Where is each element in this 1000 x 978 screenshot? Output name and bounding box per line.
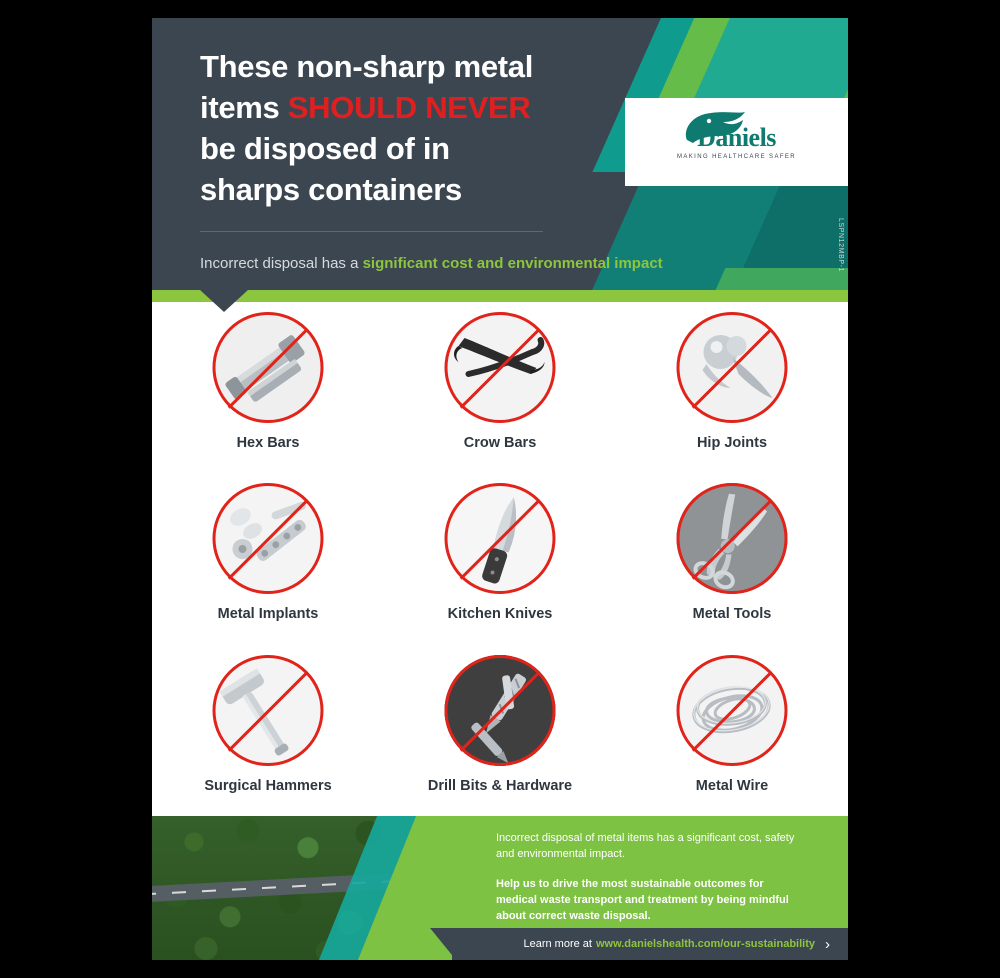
item-label: Surgical Hammers bbox=[204, 777, 332, 794]
item-cell bbox=[384, 645, 616, 816]
title-line-2-emphasis: SHOULD NEVER bbox=[287, 90, 531, 125]
prohibited-items-grid bbox=[152, 302, 848, 816]
item-cell bbox=[152, 473, 384, 644]
subtitle-emphasis: significant cost and environmental impact bbox=[362, 255, 663, 272]
subtitle-plain: Incorrect disposal has a bbox=[200, 255, 363, 272]
item-label: Hip Joints bbox=[696, 435, 768, 451]
learn-more-link[interactable]: www.danielshealth.com/our-sustainability bbox=[595, 938, 815, 950]
item-label: Metal Tools bbox=[692, 606, 772, 623]
footer-paragraph: Incorrect disposal of metal items has a significant cost, safety and environmental impact. bbox=[496, 832, 795, 860]
green-accent-bar bbox=[152, 290, 848, 302]
footer-message bbox=[496, 830, 802, 924]
logo-tagline: MAKING HEALTHCARE SAFER bbox=[676, 153, 797, 160]
footer-paragraph-bold: Help us to drive the most sustainable outcomes for medical waste transport and treatment by being mindful about correct waste disposal. bbox=[496, 878, 789, 922]
item-cell bbox=[616, 302, 848, 473]
item-label: Kitchen Knives bbox=[447, 606, 553, 623]
item-label: Drill Bits & Hardware bbox=[427, 777, 573, 794]
logo-text-block bbox=[625, 98, 848, 186]
header-divider bbox=[200, 231, 543, 232]
page-title bbox=[200, 46, 620, 210]
item-label: Metal Implants bbox=[217, 606, 319, 623]
footer-learn-more-bar[interactable] bbox=[452, 928, 848, 960]
item-cell bbox=[152, 645, 384, 816]
title-line-1: These non-sharp metal bbox=[200, 49, 534, 84]
brand-logo bbox=[625, 98, 848, 186]
title-line-4: sharps containers bbox=[200, 172, 462, 207]
item-label: Crow Bars bbox=[463, 435, 537, 451]
poster-footer bbox=[152, 816, 848, 960]
poster-header bbox=[152, 18, 848, 290]
item-cell bbox=[384, 302, 616, 473]
logo-wordmark: Daniels bbox=[697, 122, 776, 152]
document-code: LSPN12MBP-1 bbox=[837, 218, 844, 273]
title-line-2-plain: items bbox=[200, 90, 288, 125]
item-label: Hex Bars bbox=[236, 435, 300, 451]
header-subtitle bbox=[200, 253, 720, 275]
chevron-right-icon[interactable]: › bbox=[825, 935, 830, 953]
item-cell bbox=[152, 302, 384, 473]
item-cell bbox=[616, 473, 848, 644]
title-line-3: be disposed of in bbox=[200, 131, 450, 166]
header-notch bbox=[200, 290, 248, 312]
item-label: Metal Wire bbox=[695, 777, 769, 794]
learn-more-label: Learn more at bbox=[523, 938, 592, 950]
poster bbox=[152, 18, 848, 960]
item-cell bbox=[384, 473, 616, 644]
item-cell bbox=[616, 645, 848, 816]
